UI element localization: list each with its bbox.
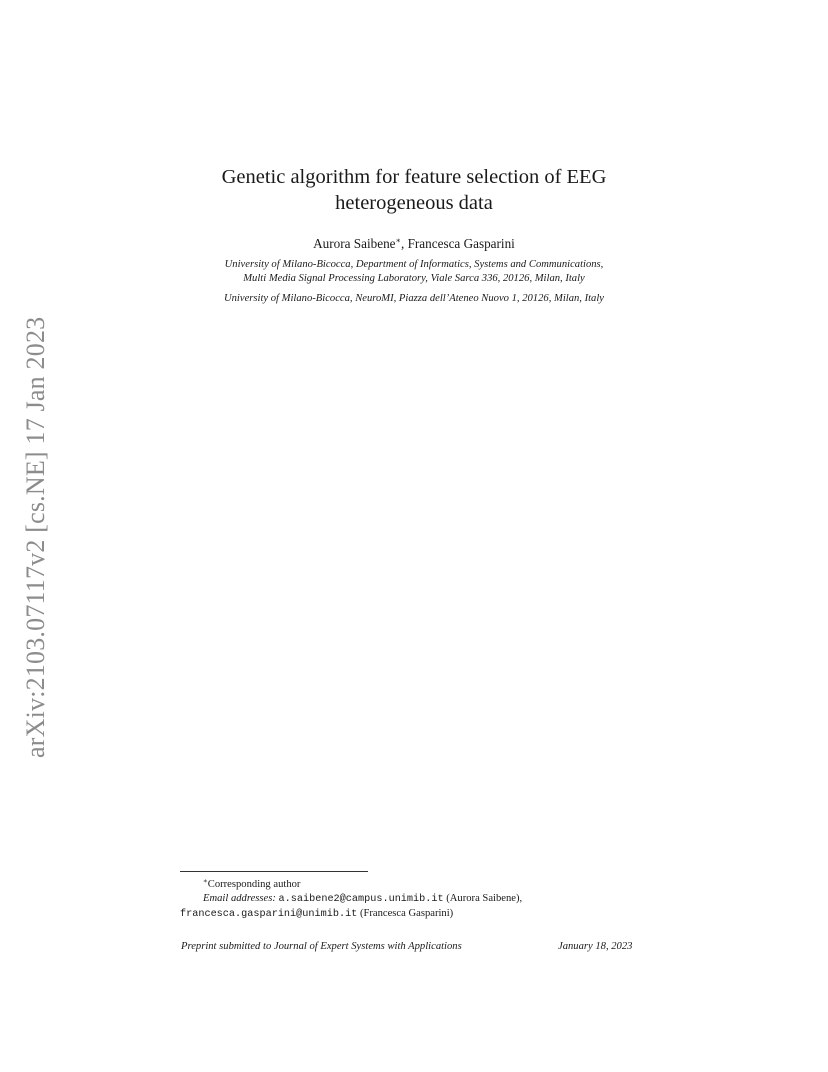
preprint-note: Preprint submitted to Journal of Expert Systems with Applications <box>181 941 462 952</box>
email-owner: (Francesca Gasparini) <box>357 907 454 919</box>
corresponding-author-label: Corresponding author <box>207 879 301 890</box>
author-name: Aurora Saibene <box>313 236 396 251</box>
footnote-email-line <box>180 892 660 907</box>
affiliation <box>0 292 828 306</box>
author-list <box>0 236 828 252</box>
email-owner: (Aurora Saibene), <box>443 892 523 904</box>
arxiv-identifier-stamp: arXiv:2103.07117v2 [cs.NE] 17 Jan 2023 <box>21 316 50 758</box>
affiliation-line: Multi Media Signal Processing Laboratory, Viale Sarca 336, 20126, Milan, Italy <box>243 272 585 284</box>
email-addresses-label: Email addresses: <box>203 892 276 904</box>
affiliation-line: University of Milano-Bicocca, NeuroMI, Piazza dell’Ateneo Nuovo 1, 20126, Milan, Italy <box>223 293 605 304</box>
corresponding-author-mark: ∗ <box>395 236 401 245</box>
footnote-mark: ∗ <box>203 877 208 885</box>
author-name: Francesca Gasparini <box>407 236 515 251</box>
paper-title <box>0 164 828 216</box>
footnote-corresponding-line <box>180 875 660 892</box>
paper-title-line-1: Genetic algorithm for feature selection of EEG <box>221 166 607 188</box>
footnote-email-line <box>180 907 660 922</box>
email-link[interactable]: francesca.gasparini@unimib.it <box>180 908 358 920</box>
preprint-date: January 18, 2023 <box>558 941 633 952</box>
paper-title-line-2: heterogeneous data <box>335 192 493 214</box>
affiliation <box>0 258 828 285</box>
footnote <box>180 875 660 921</box>
author-separator: , <box>400 236 408 251</box>
affiliation-line: University of Milano-Bicocca, Department of Informatics, Systems and Communications, <box>224 259 604 270</box>
footnote-divider <box>180 871 368 872</box>
email-link[interactable]: a.saibene2@campus.unimib.it <box>278 893 444 905</box>
